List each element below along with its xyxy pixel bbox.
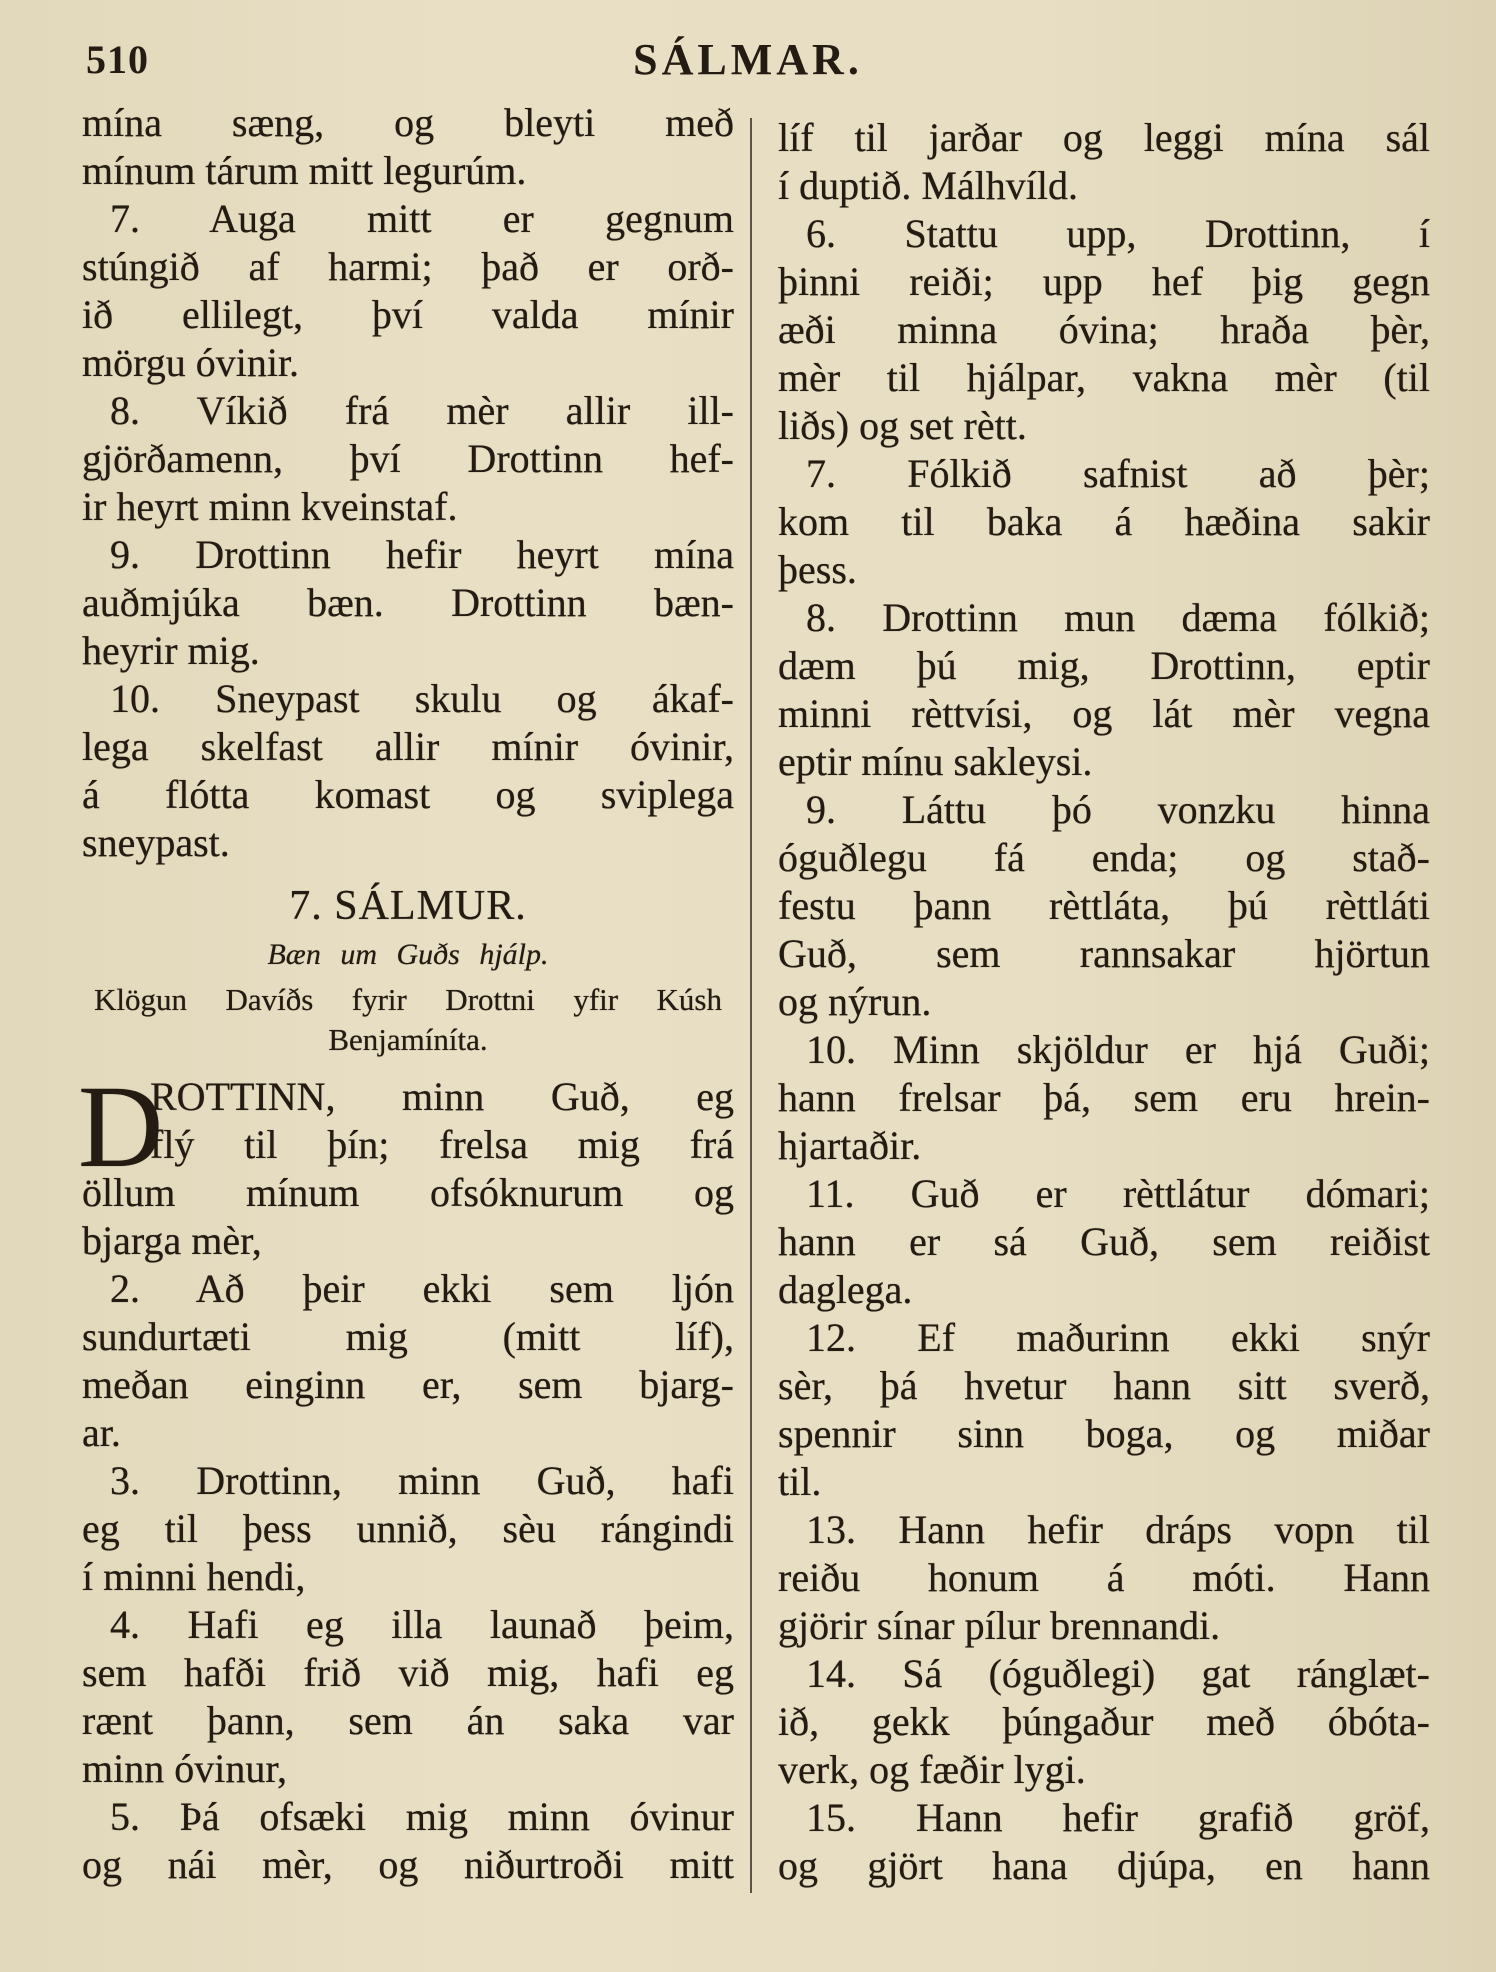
text-line: og nái mèr, og niðurtroði mitt: [82, 1842, 734, 1887]
text-line: eg til þess unnið, sèu rángindi: [82, 1506, 734, 1551]
text-line: daglega.: [778, 1267, 913, 1312]
verse-paragraph: [82, 1601, 734, 1793]
text-line: 5. Þá ofsæki mig minn óvinur: [110, 1794, 734, 1839]
verse-paragraph: [778, 450, 1430, 594]
text-line: 6. Stattu upp, Drottinn, í: [806, 211, 1430, 256]
verse-paragraph: [778, 1026, 1430, 1170]
text-line: hann er sá Guð, sem reiðist: [778, 1219, 1430, 1264]
text-line: ir heyrt minn kveinstaf.: [82, 484, 458, 529]
text-line: og gjört hana djúpa, en hann: [778, 1843, 1430, 1888]
text-line: líf til jarðar og leggi mína sál: [778, 115, 1430, 160]
text-line: 8. Víkið frá mèr allir ill-: [110, 388, 734, 433]
text-line: gjörir sínar pílur brennandi.: [778, 1603, 1221, 1648]
text-line: 7. Fólkið safnist að þèr;: [806, 451, 1430, 496]
text-line: sundurtæti mig (mitt líf),: [82, 1314, 734, 1359]
text-line: lega skelfast allir mínir óvinir,: [82, 724, 734, 769]
text-line: óguðlegu fá enda; og stað-: [778, 835, 1430, 880]
verse-paragraph: [82, 1457, 734, 1601]
text-line: 13. Hann hefir dráps vopn til: [806, 1507, 1430, 1552]
text-line: dæm þú mig, Drottinn, eptir: [778, 643, 1430, 688]
text-line: 15. Hann hefir grafið gröf,: [806, 1795, 1430, 1840]
text-line: kom til baka á hæðina sakir: [778, 499, 1430, 544]
verse-paragraph: [82, 387, 734, 531]
verse-paragraph: [778, 786, 1430, 1026]
text-line: ROTTINN, minn Guð, eg: [150, 1074, 734, 1119]
text-line: reiðu honum á móti. Hann: [778, 1555, 1430, 1600]
text-line: liðs) og set rètt.: [778, 403, 1027, 448]
text-line: í duptið. Málhvíld.: [778, 163, 1078, 208]
text-line: mína sæng, og bleyti með: [82, 100, 734, 145]
text-line: sèr, þá hvetur hann sitt sverð,: [778, 1363, 1430, 1408]
text-line: minni rèttvísi, og lát mèr vegna: [778, 691, 1430, 736]
text-line: verk, og fæðir lygi.: [778, 1747, 1086, 1792]
text-line: minn óvinur,: [82, 1746, 288, 1791]
psalm-heading: 7. SÁLMUR.: [289, 883, 527, 929]
text-line: mörgu óvinir.: [82, 340, 300, 385]
text-line: 3. Drottinn, minn Guð, hafi: [110, 1458, 734, 1503]
verse-paragraph: [778, 594, 1430, 786]
text-line: rænt þann, sem án saka var: [82, 1698, 734, 1743]
continuation-paragraph: [82, 99, 734, 195]
verse-paragraph: [778, 1314, 1430, 1506]
running-head: SÁLMAR.: [633, 35, 863, 84]
text-line: 11. Guð er rèttlátur dómari;: [806, 1171, 1430, 1216]
drop-cap: D: [78, 1061, 164, 1192]
continuation-paragraph: [778, 114, 1430, 210]
text-line: mèr til hjálpar, vakna mèr (til: [778, 355, 1430, 400]
verse-paragraph: [82, 195, 734, 387]
text-line: 9. Drottinn hefir heyrt mína: [110, 532, 734, 577]
text-line: á flótta komast og sviplega: [82, 772, 734, 817]
text-line: 4. Hafi eg illa launað þeim,: [110, 1602, 734, 1647]
text-line: ið ellilegt, því valda mínir: [82, 292, 734, 337]
opening-paragraph: [78, 1061, 734, 1265]
text-line: öllum mínum ofsóknurum og: [82, 1170, 734, 1215]
text-line: sem hafði frið við mig, hafi eg: [82, 1650, 734, 1695]
text-line: 8. Drottinn mun dæma fólkið;: [806, 595, 1430, 640]
text-line: og nýrun.: [778, 979, 932, 1024]
verse-paragraph: [82, 1265, 734, 1457]
text-line: 10. Sneypast skulu og ákaf-: [110, 676, 734, 721]
text-line: spennir sinn boga, og miðar: [778, 1411, 1430, 1456]
text-line: stúngið af harmi; það er orð-: [82, 244, 734, 289]
text-line: gjörðamenn, því Drottinn hef-: [82, 436, 734, 481]
text-line: flý til þín; frelsa mig frá: [150, 1122, 734, 1167]
text-line: 2. Að þeir ekki sem ljón: [110, 1266, 734, 1311]
verse-paragraph: [82, 1793, 734, 1889]
text-line: festu þann rèttláta, þú rèttláti: [778, 883, 1430, 928]
text-line: mínum tárum mitt legurúm.: [82, 148, 527, 193]
text-line: 14. Sá (óguðlegi) gat ránglæt-: [806, 1651, 1430, 1696]
verse-paragraph: [778, 210, 1430, 450]
text-line: bjarga mèr,: [82, 1218, 262, 1263]
text-line: sneypast.: [82, 820, 230, 865]
text-line: meðan einginn er, sem bjarg-: [82, 1362, 734, 1407]
text-line: 9. Láttu þó vonzku hinna: [806, 787, 1430, 832]
text-line: heyrir mig.: [82, 628, 260, 673]
text-line: í minni hendi,: [82, 1554, 306, 1599]
verse-paragraph: [778, 1794, 1430, 1890]
verse-paragraph: [778, 1650, 1430, 1794]
text-line: ið, gekk þúngaður með óbóta-: [778, 1699, 1430, 1744]
text-line: 10. Minn skjöldur er hjá Guði;: [806, 1027, 1430, 1072]
text-line: þess.: [778, 547, 857, 592]
left-column: [78, 99, 734, 1889]
verse-paragraph: [778, 1506, 1430, 1650]
verse-paragraph: [778, 1170, 1430, 1314]
column-divider: [750, 118, 752, 1893]
text-line: eptir mínu sakleysi.: [778, 739, 1093, 784]
verse-paragraph: [82, 531, 734, 675]
text-line: til.: [778, 1459, 822, 1504]
text-line: hann frelsar þá, sem eru hrein-: [778, 1075, 1430, 1120]
verse-paragraph: [82, 675, 734, 867]
psalm-summary-line: Benjamíníta.: [328, 1022, 488, 1057]
text-line: ar.: [82, 1410, 121, 1455]
psalm-subtitle: Bæn um Guðs hjálp.: [267, 938, 549, 971]
text-line: æði minna óvina; hraða þèr,: [778, 307, 1430, 352]
text-line: þinni reiði; upp hef þig gegn: [778, 259, 1430, 304]
text-line: Guð, sem rannsakar hjörtun: [778, 931, 1430, 976]
right-column: [778, 114, 1430, 1890]
text-line: auðmjúka bæn. Drottinn bæn-: [82, 580, 734, 625]
psalm-summary-line: Klögun Davíðs fyrir Drottni yfir Kúsh: [94, 982, 722, 1017]
text-line: hjartaðir.: [778, 1123, 922, 1168]
page-number: 510: [86, 37, 149, 82]
text-line: 7. Auga mitt er gegnum: [110, 196, 734, 241]
text-line: 12. Ef maðurinn ekki snýr: [806, 1315, 1430, 1360]
